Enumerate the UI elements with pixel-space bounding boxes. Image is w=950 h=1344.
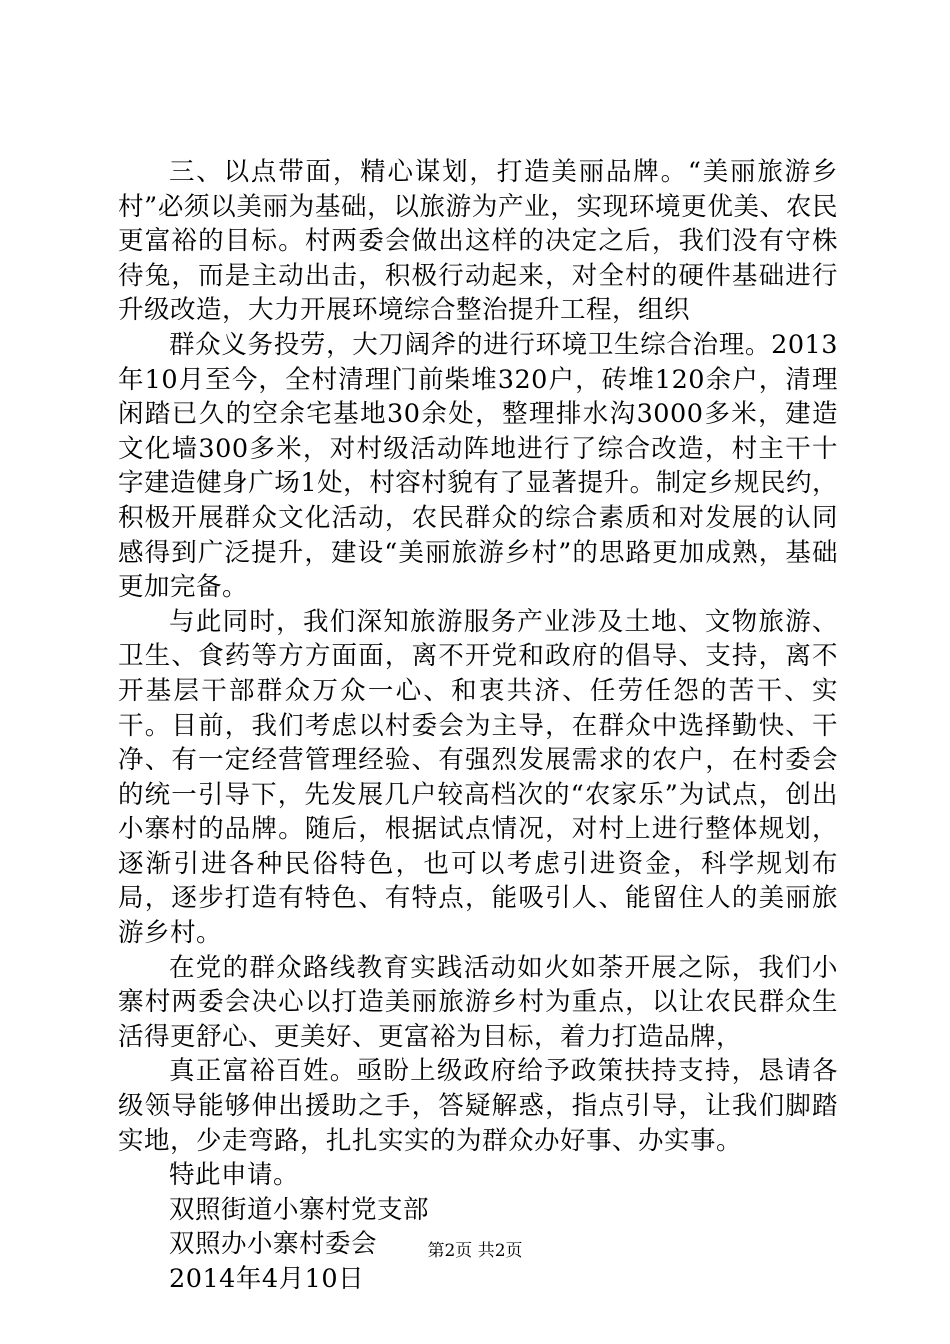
paragraph-5: 真正富裕百姓。亟盼上级政府给予政策扶持支持，恳请各级领导能够伸出援助之手，答疑解惑，指点引导，让我们脚踏实地，少走弯路，扎扎实实的为群众办好事、办实事。 [118, 1056, 838, 1156]
document-body [118, 155, 838, 1297]
paragraph-3: 与此同时，我们深知旅游服务产业涉及土地、文物旅游、卫生、食药等方方面面，离不开党和政府的倡导、支持，离不开基层干部群众万众一心、和衷共济、任劳任怨的苦干、实干。目前，我们考虑以村委会为主导，在群众中选择勤快、干净、有一定经营管理经验、有强烈发展需求的农户，在村委会的统一引导下，先发展几户较高档次的“农家乐”为试点，创出小寨村的品牌。随后，根据试点情况，对村上进行整体规划，逐渐引进各种民俗特色，也可以考虑引进资金，科学规划布局，逐步打造有特色、有特点，能吸引人、能留住人的美丽旅游乡村。 [118, 606, 838, 949]
paragraph-2: 群众义务投劳，大刀阔斧的进行环境卫生综合治理。2013年10月至今，全村清理门前柴堆320户，砖堆120余户，清理闲踏已久的空余宅基地30余处，整理排水沟3000多米，建造文化墙300多米，对村级活动阵地进行了综合改造，村主干十字建造健身广场1处，村容村貌有了显著提升。制定乡规民约，积极开展群众文化活动，农民群众的综合素质和对发展的认同感得到广泛提升，建设“美丽旅游乡村”的思路更加成熟，基础更加完备。 [118, 329, 838, 603]
signature-party-branch: 双照街道小寨村党支部 [169, 1194, 430, 1225]
signature-village-committee: 双照办小寨村委会 [169, 1229, 378, 1260]
signature-date: 2014年4月10日 [169, 1264, 365, 1294]
page-number-label: 第2页 共2页 [427, 1241, 523, 1261]
closing-line: 特此申请。 [169, 1160, 300, 1191]
page-footer [0, 1240, 950, 1262]
paragraph-1: 三、以点带面，精心谋划，打造美丽品牌。“美丽旅游乡村”必须以美丽为基础，以旅游为产业，实现环境更优美、农民更富裕的目标。村两委会做出这样的决定之后，我们没有守株待兔，而是主动出击，积极行动起来，对全村的硬件基础进行升级改造，大力开展环境综合整治提升工程，组织 [118, 157, 838, 326]
paragraph-4: 在党的群众路线教育实践活动如火如荼开展之际，我们小寨村两委会决心以打造美丽旅游乡村为重点，以让农民群众生活得更舒心、更美好、更富裕为目标，着力打造品牌， [118, 952, 838, 1052]
